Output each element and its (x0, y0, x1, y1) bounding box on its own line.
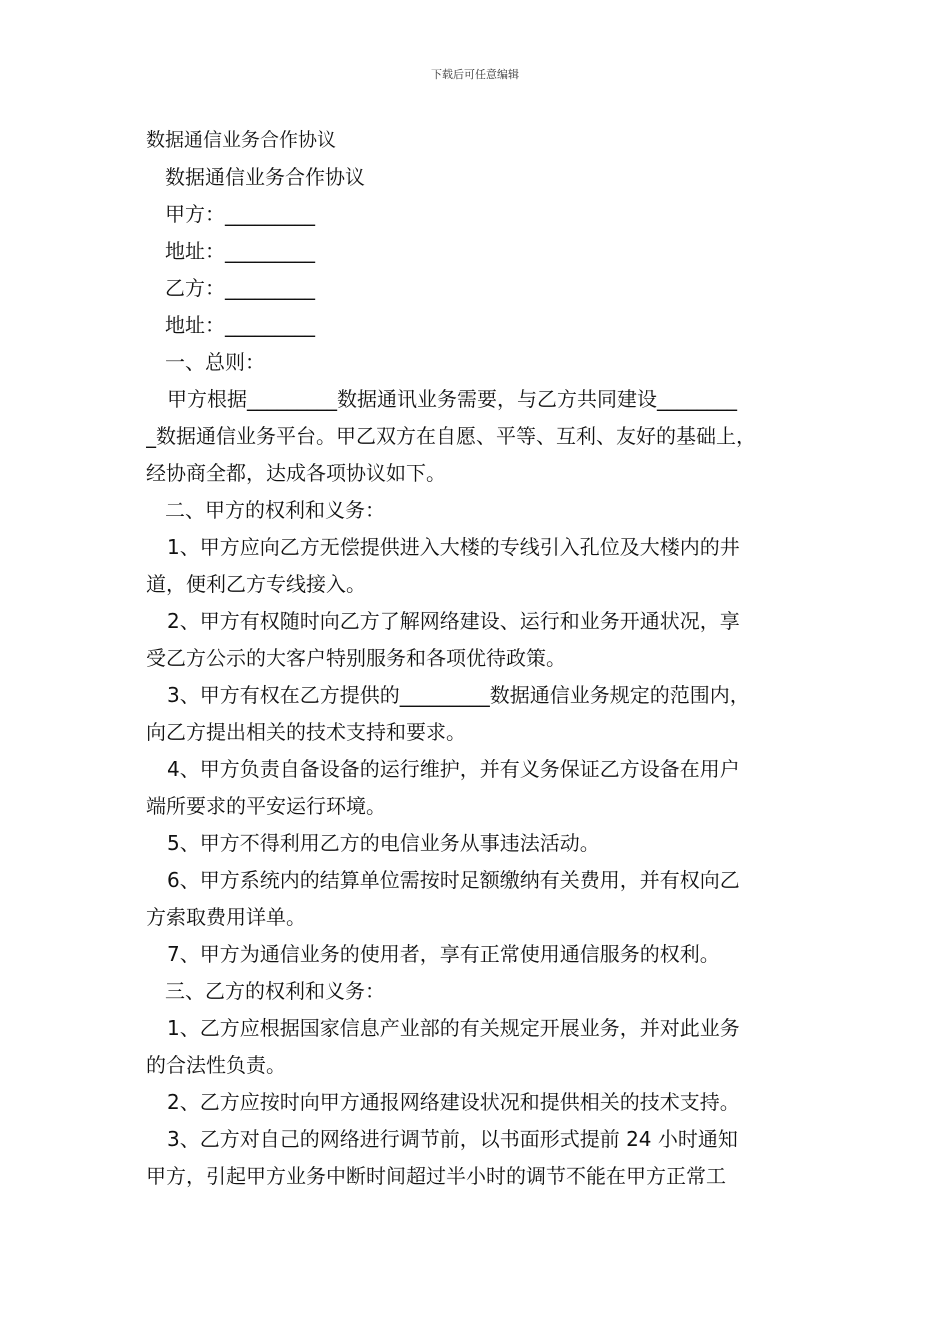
document-title: 数据通信业务合作协议 (146, 129, 337, 151)
document-line: 乙方：_________ (165, 276, 315, 300)
document-line: 二、甲方的权利和义务： (165, 498, 385, 522)
page-header: 下载后可任意编辑 (431, 68, 519, 81)
document-line: 6、甲方系统内的结算单位需按时足额缴纳有关费用，并有权向乙 (167, 868, 740, 892)
document-line: 甲方，引起甲方业务中断时间超过半小时的调节不能在甲方正常工 (146, 1164, 726, 1188)
document-line: 3、乙方对自己的网络进行调节前，以书面形式提前 24 小时通知 (167, 1127, 738, 1151)
document-body (146, 118, 816, 1195)
document-line: 的合法性负责。 (146, 1053, 286, 1077)
document-line: 1、甲方应向乙方无偿提供进入大楼的专线引入孔位及大楼内的井 (167, 535, 740, 559)
document-line: 三、乙方的权利和义务： (165, 979, 385, 1003)
document-line: 甲方根据_________数据通讯业务需要，与乙方共同建设________ (167, 387, 737, 411)
document-line: 方索取费用详单。 (146, 905, 306, 929)
document-line: 受乙方公示的大客户特别服务和各项优待政策。 (146, 646, 566, 670)
document-line: 道，便利乙方专线接入。 (146, 572, 366, 596)
document-line: 数据通信业务合作协议 (165, 165, 365, 189)
document-line: 1、乙方应根据国家信息产业部的有关规定开展业务，并对此业务 (167, 1016, 740, 1040)
document-line: 5、甲方不得利用乙方的电信业务从事违法活动。 (167, 831, 600, 855)
document-line: 甲方：_________ (165, 202, 315, 226)
document-line: _数据通信业务平台。甲乙双方在自愿、平等、互利、友好的基础上， (146, 424, 756, 448)
document-line: 3、甲方有权在乙方提供的_________数据通信业务规定的范围内， (167, 683, 750, 707)
document-line: 地址：_________ (165, 313, 315, 337)
document-line: 经协商全都，达成各项协议如下。 (146, 461, 446, 485)
document-line: 一、总则： (165, 350, 265, 374)
document-line: 地址：_________ (165, 239, 315, 263)
document-line: 2、甲方有权随时向乙方了解网络建设、运行和业务开通状况，享 (167, 609, 740, 633)
document-line: 7、甲方为通信业务的使用者，享有正常使用通信服务的权利。 (167, 942, 720, 966)
document-line: 向乙方提出相关的技术支持和要求。 (146, 720, 466, 744)
document-lines (146, 159, 816, 1195)
document-line: 4、甲方负责自备设备的运行维护，并有义务保证乙方设备在用户 (167, 757, 740, 781)
document-line: 2、乙方应按时向甲方通报网络建设状况和提供相关的技术支持。 (167, 1090, 740, 1114)
document-line: 端所要求的平安运行环境。 (146, 794, 386, 818)
